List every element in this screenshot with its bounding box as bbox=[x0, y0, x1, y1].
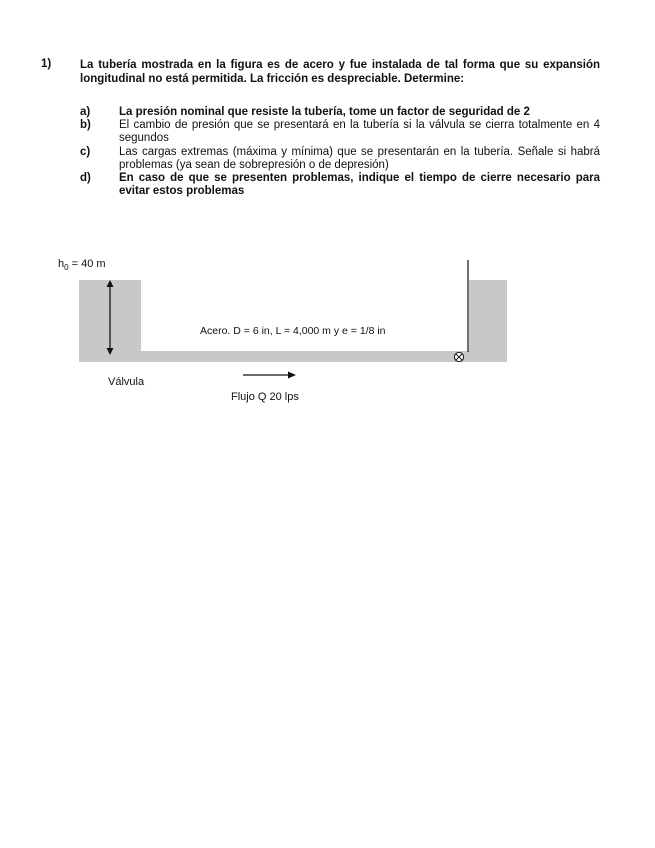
question-text: El cambio de presión que se presentará en la tubería si la válvula se cierra totalmente en 4 segundos bbox=[119, 119, 600, 145]
pipe-label: Acero. D = 6 in, L = 4,000 m y e = 1/8 in bbox=[200, 325, 386, 337]
question-letter: b) bbox=[80, 119, 91, 132]
question-item-c bbox=[80, 146, 600, 172]
question-letter: a) bbox=[80, 106, 91, 118]
head-value: = 40 m bbox=[71, 258, 106, 270]
question-item-d bbox=[80, 172, 600, 198]
flow-arrowhead bbox=[288, 372, 296, 379]
head-subscript: 0 bbox=[64, 263, 69, 273]
question-text: Las cargas extremas (máxima y mínima) que se presentarán en la tubería. Señale si habrá problemas (ya sean de sobrepresión o de depresión) bbox=[119, 145, 600, 171]
question-list bbox=[80, 106, 600, 198]
valve-icon bbox=[454, 352, 463, 361]
question-text: La presión nominal que resiste la tubería, tome un factor de seguridad de 2 bbox=[119, 106, 530, 118]
head-arrowhead-down bbox=[107, 348, 114, 355]
valve-label: Válvula bbox=[108, 376, 145, 388]
head-symbol: h bbox=[58, 258, 65, 270]
question-item-b bbox=[80, 119, 600, 145]
head-arrowhead-up bbox=[107, 280, 114, 287]
question-letter: c) bbox=[80, 145, 91, 158]
flow-label: Flujo Q 20 lps bbox=[231, 391, 299, 403]
question-item-a bbox=[80, 106, 600, 119]
head-label bbox=[58, 258, 106, 272]
pipe bbox=[141, 351, 471, 362]
left-reservoir bbox=[79, 280, 141, 362]
question-letter: d) bbox=[80, 172, 91, 185]
question-text: En caso de que se presenten problemas, indique el tiempo de cierre necesario para evitar estos problemas bbox=[119, 172, 600, 198]
right-reservoir bbox=[469, 280, 507, 362]
problem-statement: La tubería mostrada en la figura es de acero y fue instalada de tal forma que su expansión longitudinal no está permitida. La fricción es despreciable. Determine: bbox=[80, 59, 600, 85]
problem-number: 1) bbox=[41, 58, 52, 70]
